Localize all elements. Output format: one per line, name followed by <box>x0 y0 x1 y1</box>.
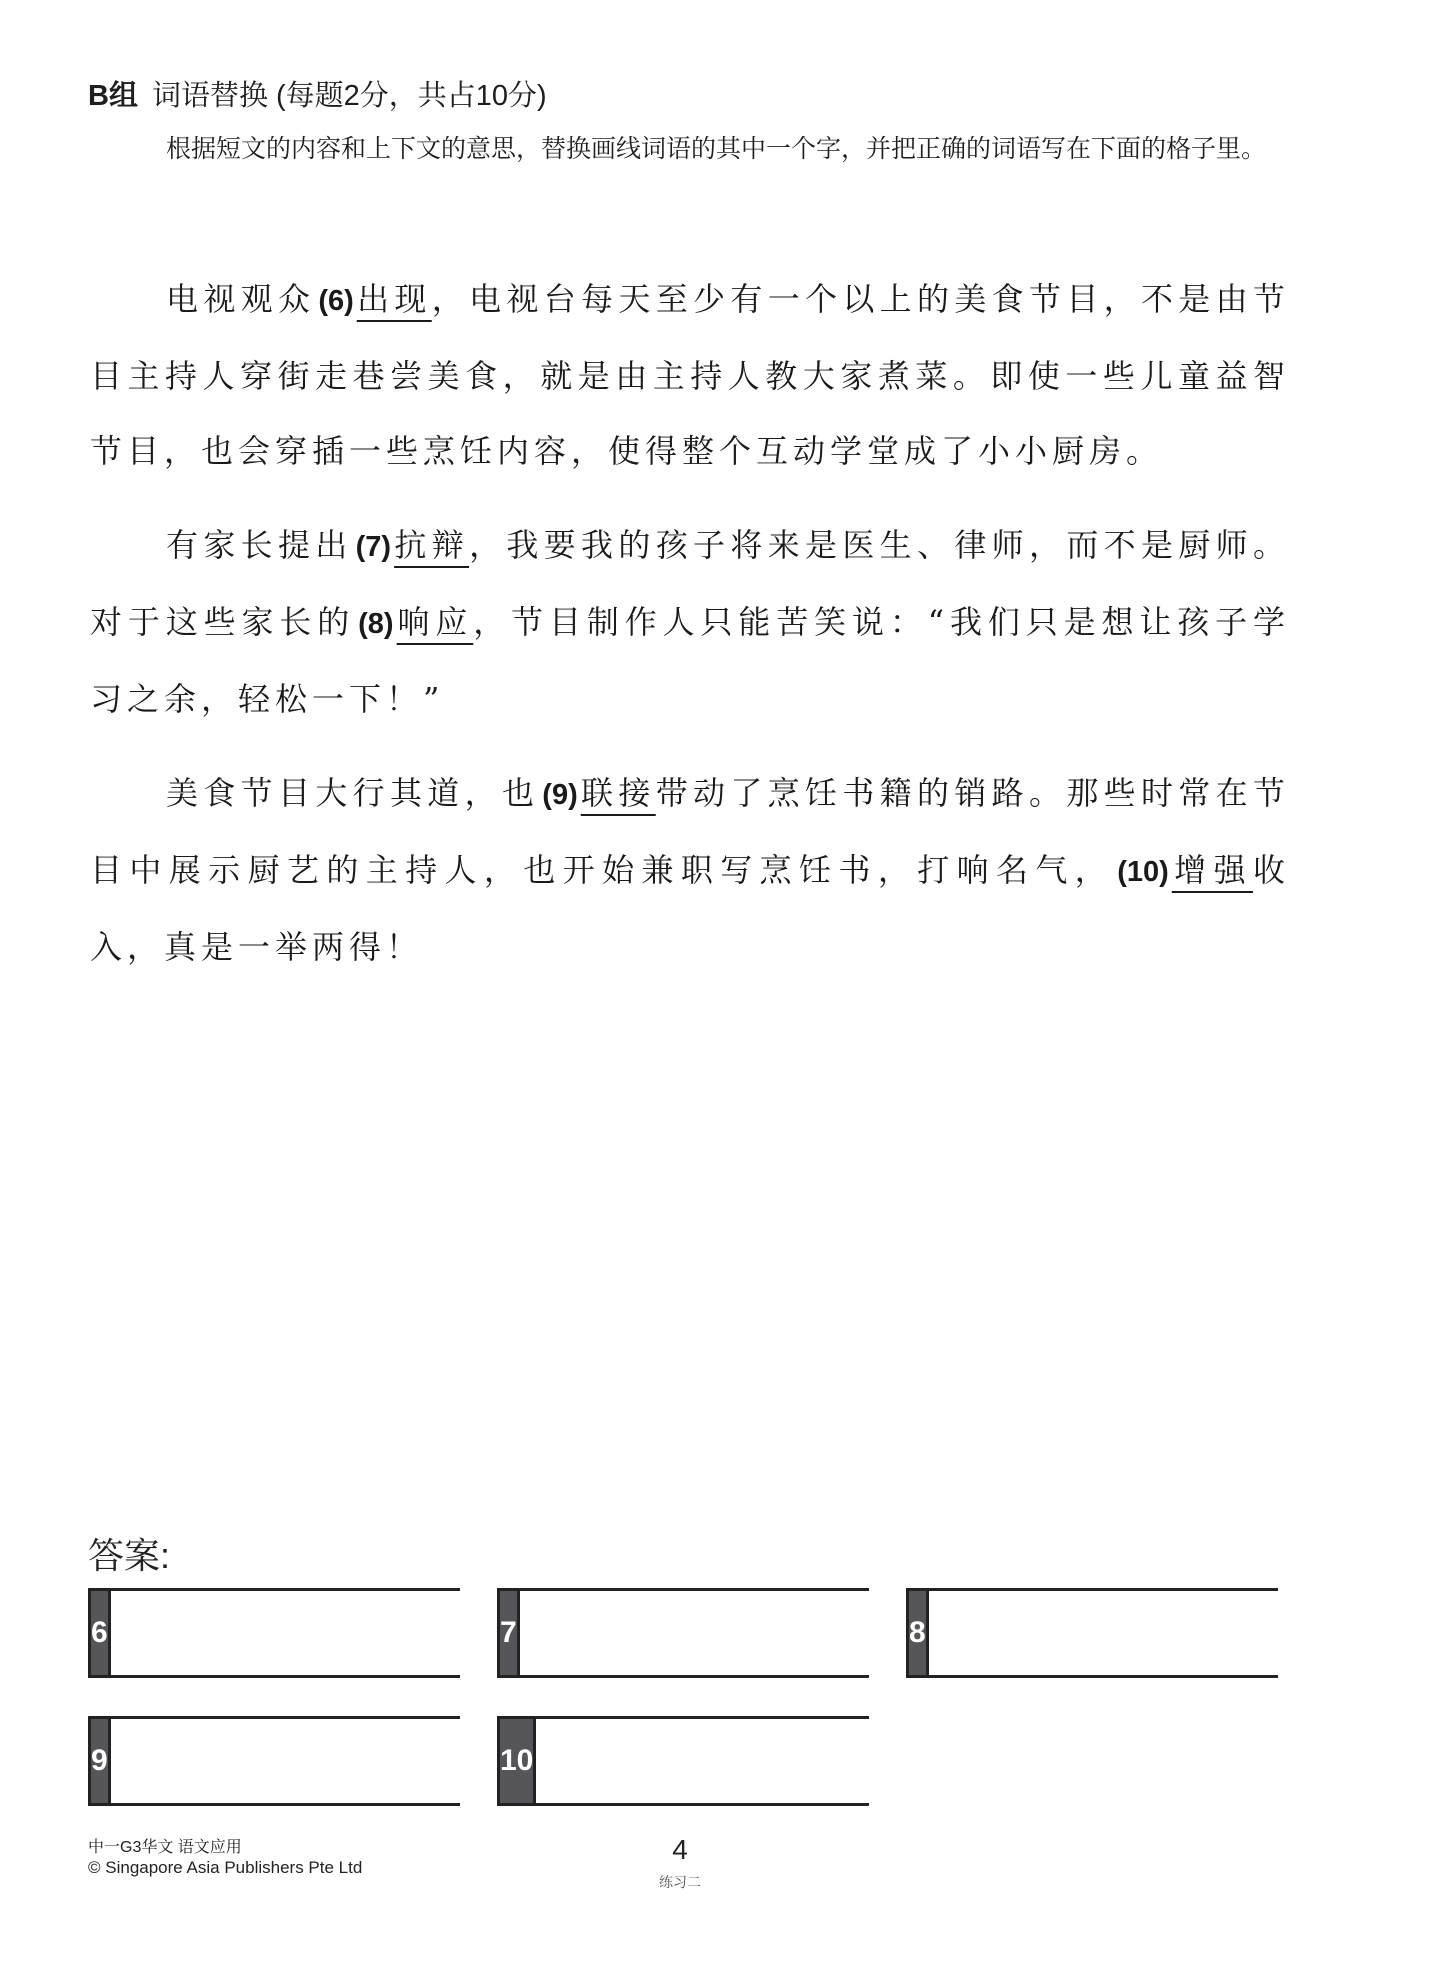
answer-box-10 <box>497 1716 869 1806</box>
answer-label: 答案: <box>88 1535 171 1576</box>
paragraph-1 <box>90 262 1290 489</box>
answer-box-9 <box>88 1716 460 1806</box>
underlined-word-10: 增强 <box>1171 851 1253 889</box>
question-number-10: (10) <box>1117 856 1169 888</box>
underlined-word-6: 出现 <box>356 280 432 318</box>
question-number-8: (8) <box>358 608 394 640</box>
course-label: 中一G3华文 语文应用 <box>88 1839 242 1856</box>
section-title: 词语替换 (每题2分，共占10分) <box>151 80 547 112</box>
underlined-word-7: 抗辩 <box>394 526 470 564</box>
paragraph-2 <box>90 508 1290 737</box>
question-number-9: (9) <box>542 779 578 811</box>
group-label: B组 <box>88 80 138 112</box>
answer-input-8[interactable] <box>929 1591 1288 1675</box>
answer-number-6: 6 <box>91 1591 111 1675</box>
answer-number-9: 9 <box>91 1719 111 1803</box>
footer-info <box>88 1838 362 1878</box>
text: ，节目制作人只能苦笑说：“我们只是想让孩子学习之余，轻松一下！” <box>90 603 1290 718</box>
answer-input-6[interactable] <box>111 1591 470 1675</box>
answer-box-7 <box>497 1588 869 1678</box>
text: 电视观众 <box>166 280 316 318</box>
answer-input-10[interactable] <box>536 1719 895 1803</box>
text: 收入，真是一举两得！ <box>90 851 1290 966</box>
underlined-word-9: 联接 <box>580 774 656 812</box>
answer-box-6 <box>88 1588 460 1678</box>
underlined-word-8: 响应 <box>396 603 474 641</box>
copyright: © Singapore Asia Publishers Pte Ltd <box>88 1858 363 1877</box>
paragraph-3 <box>90 756 1290 985</box>
text: 美食节目大行其道，也 <box>166 774 540 812</box>
exercise-label: 练习二 <box>659 1875 701 1891</box>
answer-number-8: 8 <box>909 1591 929 1675</box>
answer-input-7[interactable] <box>520 1591 879 1675</box>
instructions: 根据短文的内容和上下文的意思，替换画线词语的其中一个字，并把正确的词语写在下面的格子里。 <box>166 135 1267 163</box>
page-number: 4 <box>672 1834 688 1865</box>
answer-box-8 <box>906 1588 1278 1678</box>
answer-input-9[interactable] <box>111 1719 470 1803</box>
passage <box>90 262 1290 1004</box>
text: 有家长提出 <box>166 526 353 564</box>
question-number-7: (7) <box>355 531 392 563</box>
text: ，我要我的孩子将来是医生、律师，而不是厨师。对于这些家长的 <box>90 526 1290 641</box>
answer-number-7: 7 <box>500 1591 520 1675</box>
answer-number-10: 10 <box>500 1719 536 1803</box>
question-number-6: (6) <box>318 285 354 317</box>
section-heading <box>88 78 547 114</box>
text: 带动了烹饪书籍的销路。那些时常在节目中展示厨艺的主持人，也开始兼职写烹饪书，打响名气， <box>90 774 1290 889</box>
text: ，电视台每天至少有一个以上的美食节目，不是由节目主持人穿街走巷尝美食，就是由主持人教大家煮菜。即使一些儿童益智节目，也会穿插一些烹饪内容，使得整个互动学堂成了小小厨房。 <box>90 280 1290 470</box>
